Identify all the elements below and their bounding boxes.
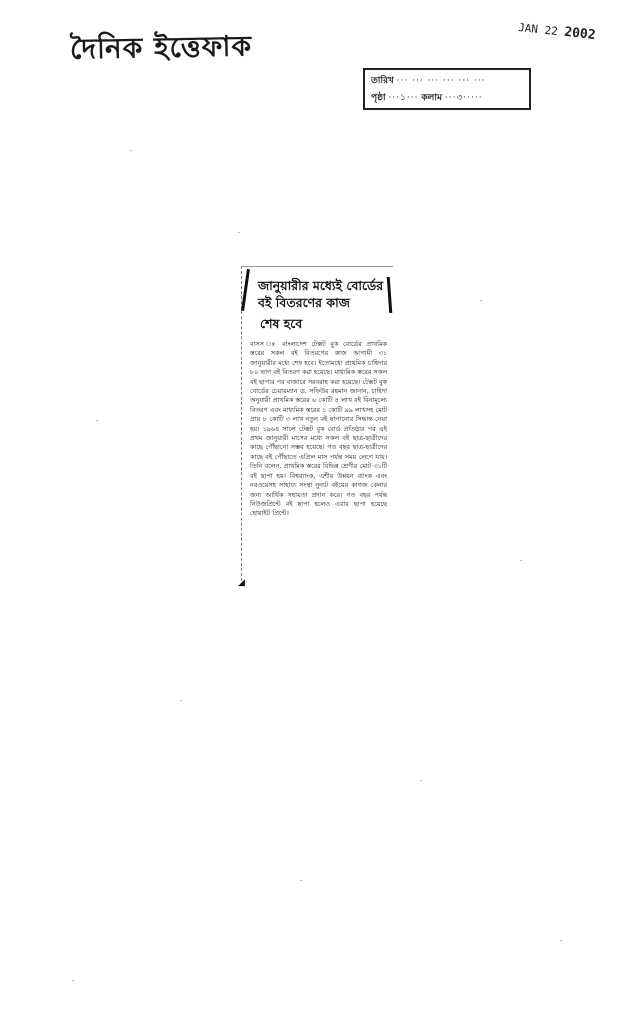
reference-box: [363, 68, 531, 110]
scan-speck: [480, 300, 482, 301]
headline-line-1: জানুয়ারীর মধ্যেই বোর্ডের: [258, 278, 384, 293]
headline-line-3: শেষ হবে: [260, 316, 303, 331]
clipping-marker-left: [241, 269, 250, 311]
scan-speck: [130, 150, 132, 151]
date-stamp-month-day: JAN 22: [517, 20, 559, 39]
clipping-marker-right: [387, 277, 393, 313]
date-stamp: [517, 20, 596, 43]
scan-speck: [560, 940, 562, 941]
scan-speck: [238, 232, 240, 233]
article-body: বাসস ঃ বাংলাদেশ টেক্সট বুক বোর্ডের প্রাথমিক স্তরের সকল বই বিতরণের কাজ আগামী ৩১ জানুয়ারীর মধ্যে শেষ হবে। ইতোমধ্যে প্রাথমিক চাহিদার ৮০ ভাগ বই বিতরণ করা হয়েছে। মাধ্যমিক স্তরের সকল বই ছাপার পর বাজারে সরবরাহ করা হয়েছে। টেক্সট বুক বোর্ডের চেয়ারম্যান ড. সফিউর রহমান জানান, চাহিদা অনুযায়ী প্রাথমিক স্তরের ৬ কোটি ৪ লাখ বই বিনামূল্যে বিতরণ এবং মাধ্যমিক স্তরের ১ কোটি ৯৯ লাখসহ মোট প্রায় ৮ কোটি ৩ লাখ নতুন বই ছাপানোর সিদ্ধান্ত নেয়া হয়। ১৯৬৪ সালে টেক্সট বুক বোর্ড প্রতিষ্ঠার পর এই প্রথম জানুয়ারী মাসের মধ্যে সকল বই ছাত্র-ছাত্রীদের কাছে পৌঁছানো সম্ভব হয়েছে। গত বছর ছাত্র-ছাত্রীদের কাছে বই পৌঁছাতে এপ্রিল মাস পর্যন্ত সময় লেগে যায়। তিনি বলেন, প্রাথমিক স্তরের বিভিন্ন শ্রেণীর মোট ৩১টি বই ছাপা হয়। বিশ্বব্যাংক, এশীয় উন্নয়ন ব্যাংক এবং নরওয়েসহ সাহায্য সংস্থা নুন্যট বইয়ের কাগজ কেনার জন্য আর্থিক সহায়তা প্রদান করে। গত বছর পর্যন্ত নিউজপ্রিন্টে বই ছাপা হলেও এবার ছাপা হয়েছে হোয়াইট প্রিন্টে।: [250, 340, 387, 518]
article-headline: [258, 277, 387, 332]
scan-speck: [180, 700, 182, 701]
reference-page-row: [371, 90, 523, 107]
scan-speck: [520, 560, 522, 561]
reference-page-value: ···১···: [388, 93, 419, 103]
newspaper-masthead: দৈনিক ইত্তেফাক: [69, 29, 253, 66]
reference-page-label: পৃষ্ঠা: [371, 93, 386, 103]
reference-date-label: তারিখ: [371, 76, 394, 86]
reference-date-value: ··· ··· ··· ··· ··· ···: [396, 76, 486, 86]
reference-column-label: কলাম: [421, 93, 442, 103]
scan-speck: [420, 780, 422, 781]
scan-speck: [72, 980, 74, 981]
date-stamp-year: 2002: [563, 24, 597, 44]
reference-column-value: ···৩·····: [444, 93, 483, 103]
reference-date-row: [371, 73, 523, 90]
scan-speck: [96, 420, 98, 421]
newspaper-clipping: [238, 266, 393, 588]
scan-speck: [300, 880, 302, 881]
headline-line-2: বই বিতরণের কাজ: [258, 295, 350, 310]
clipping-corner-mark: ◢: [238, 578, 245, 588]
